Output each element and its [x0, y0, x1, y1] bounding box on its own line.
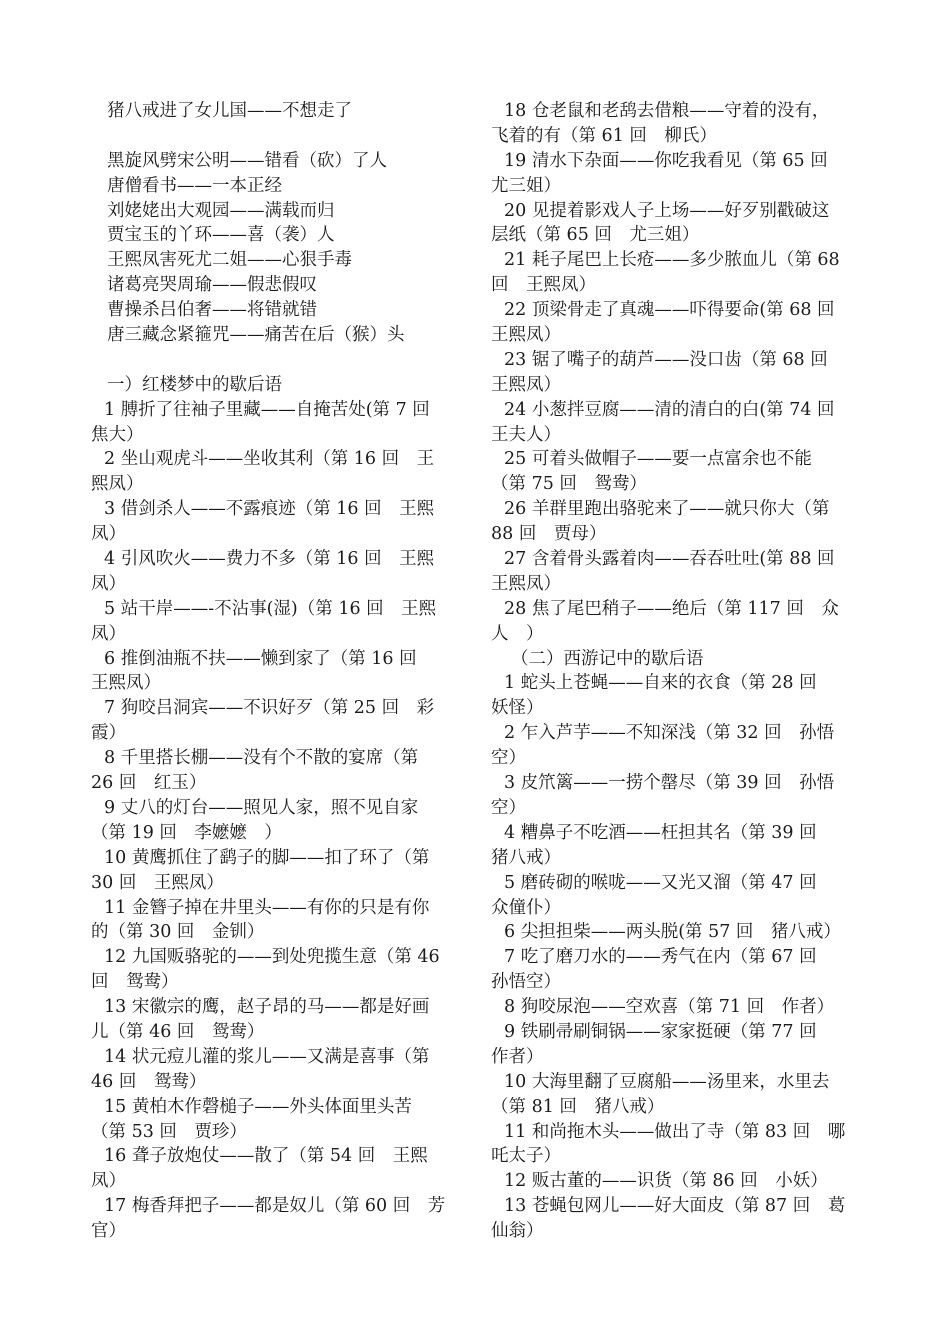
list-item	[91, 547, 463, 597]
right-column	[491, 99, 863, 1244]
entry-continuation: 回 王熙凤）	[491, 275, 596, 296]
entry-continuation: 26 回 红玉）	[91, 773, 207, 794]
entry-continuation: 的（第 30 回 金钏）	[91, 922, 265, 943]
list-item	[491, 721, 863, 771]
entry-line: 5 磨砖砌的喉咙——又光又溜（第 47 回	[504, 872, 817, 893]
list-item	[91, 1144, 463, 1194]
list-item	[491, 1169, 863, 1194]
entry-line: 7 狗咬吕洞宾——不识好歹（第 25 回 彩	[104, 698, 435, 719]
entry-continuation: （第 75 回 鸳鸯）	[491, 474, 647, 495]
entry-line: 10 大海里翻了豆腐船——汤里来，水里去	[504, 1071, 830, 1092]
entry-line: 3 借剑杀人——不露痕迹（第 16 回 王熙	[104, 499, 435, 520]
list-item	[491, 497, 863, 547]
entry-line: 8 狗咬尿泡——空欢喜（第 71 回 作者）	[504, 997, 835, 1018]
intro-line: 唐僧看书——一本正经	[107, 175, 282, 196]
entry-line: 1 膊折了往袖子里藏——自掩苦处(第 7 回	[104, 399, 430, 420]
list-item	[491, 671, 863, 721]
entry-continuation: 王熙凤）	[491, 573, 561, 594]
entry-continuation: 人 ）	[491, 623, 544, 644]
entry-line: 24 小葱拌豆腐——清的清白的白(第 74 回	[504, 399, 835, 420]
entry-continuation: （第 53 回 贾珍）	[91, 1121, 247, 1142]
entry-continuation: 官）	[91, 1221, 126, 1242]
entry-line: 6 尖担担柴——两头脱(第 57 回 猪八戒）	[504, 922, 841, 943]
list-item	[491, 871, 863, 921]
intro-line: 王熙凤害死尤二姐——心狠手毒	[107, 250, 352, 271]
hongloumeng-list	[91, 398, 463, 1244]
list-item	[491, 447, 863, 497]
entry-continuation: （第 19 回 李嬷嬷 ）	[91, 822, 282, 843]
entry-line: 6 推倒油瓶不扶——懒到家了（第 16 回	[104, 648, 417, 669]
entry-line: 16 聋子放炮仗——散了（第 54 回 王熙	[104, 1146, 428, 1167]
entry-continuation: 焦大）	[91, 424, 144, 445]
list-item	[91, 896, 463, 946]
entry-line: 13 宋徽宗的鹰，赵子昂的马——都是好画	[104, 997, 430, 1018]
entry-line: 9 铁刷帚刷铜锅——家家挺硬（第 77 回	[504, 1021, 817, 1042]
intro-line: 曹操杀吕伯奢——将错就错	[107, 300, 317, 321]
entry-line: 11 金簪子掉在井里头——有你的只是有你	[104, 897, 430, 918]
entry-continuation: 88 回 贾母）	[491, 524, 607, 545]
list-item	[91, 1194, 463, 1244]
list-item	[491, 1020, 863, 1070]
entry-continuation: 层纸（第 65 回 尤三姐）	[491, 225, 700, 246]
list-item	[491, 821, 863, 871]
entry-continuation: 凤）	[91, 524, 126, 545]
entry-line: 17 梅香拜把子——都是奴儿（第 60 回 芳	[104, 1196, 446, 1217]
xiyouji-list	[491, 671, 863, 1243]
blank-line	[91, 348, 463, 373]
entry-line: 15 黄柏木作磬槌子——外头体面里头苦	[104, 1096, 412, 1117]
intro-line: 刘姥姥出大观园——满载而归	[107, 200, 335, 221]
entry-line: 9 丈八的灯台——照见人家，照不见自家	[104, 797, 419, 818]
entry-continuation: 王熙凤）	[491, 374, 561, 395]
entry-line: 19 清水下杂面——你吃我看见（第 65 回	[504, 150, 828, 171]
entry-line: 22 顶梁骨走了真魂——吓得要命(第 68 回	[504, 300, 835, 321]
entry-continuation: 仙翁）	[491, 1221, 544, 1242]
list-item	[491, 995, 863, 1020]
list-item	[91, 447, 463, 497]
entry-line: 2 乍入芦芋——不知深浅（第 32 回 孙悟	[504, 723, 835, 744]
list-item	[491, 149, 863, 199]
entry-line: 14 状元痘儿灌的浆儿——又满是喜事（第	[104, 1046, 430, 1067]
entry-line: 12 贩古董的——识货（第 86 回 小妖）	[504, 1171, 828, 1192]
entry-continuation: 凤）	[91, 623, 126, 644]
intro-line: 诸葛亮哭周瑜——假悲假叹	[107, 275, 317, 296]
intro-line: 贾宝玉的丫环——喜（袭）人	[107, 225, 335, 246]
list-item	[491, 348, 863, 398]
entry-line: 18 仓老鼠和老鸹去借粮——守着的没有，	[504, 101, 830, 121]
entry-continuation: 猪八戒）	[491, 847, 561, 868]
list-item	[491, 1070, 863, 1120]
list-item	[491, 597, 863, 647]
entry-line: 4 糟鼻子不吃酒——枉担其名（第 39 回	[504, 822, 817, 843]
entry-line: 20 见提着影戏人子上场——好歹别戳破这	[504, 200, 830, 221]
entry-continuation: 妖怪）	[491, 698, 544, 719]
entry-line: 13 苍蝇包网儿——好大面皮（第 87 回 葛	[504, 1196, 846, 1217]
entry-continuation: 46 回 鸳鸯）	[91, 1071, 207, 1092]
list-item	[491, 1120, 863, 1170]
section-heading-xiyouji: （二）西游记中的歇后语	[511, 648, 704, 669]
left-column	[91, 99, 463, 1244]
entry-line: 11 和尚拖木头——做出了寺（第 83 回 哪	[504, 1121, 846, 1142]
list-item	[91, 696, 463, 746]
intro-line: 唐三藏念紧箍咒——痛苦在后（猴）头	[107, 325, 405, 346]
list-item	[91, 647, 463, 697]
entry-continuation: 孙悟空）	[491, 972, 561, 993]
list-item	[91, 1095, 463, 1145]
list-item	[91, 746, 463, 796]
list-item	[491, 920, 863, 945]
entry-continuation: 尤三姐）	[491, 175, 561, 196]
entry-line: 7 吃了磨刀水的——秀气在内（第 67 回	[504, 947, 817, 968]
list-item	[91, 846, 463, 896]
list-item	[91, 1045, 463, 1095]
intro-line: 猪八戒进了女儿国——不想走了	[107, 101, 352, 121]
list-item	[491, 547, 863, 597]
list-item	[91, 398, 463, 448]
section-heading-hongloumeng: 一）红楼梦中的歇后语	[107, 374, 282, 395]
entry-continuation: 王熙凤）	[91, 673, 161, 694]
list-item	[91, 597, 463, 647]
entry-line: 25 可着头做帽子——要一点富余也不能	[504, 449, 812, 470]
intro-line: 黑旋风劈宋公明——错看（砍）了人	[107, 150, 387, 171]
entry-line: 27 含着骨头露着肉——吞吞吐吐(第 88 回	[504, 549, 835, 570]
list-item	[91, 497, 463, 547]
entry-continuation: 众僮仆）	[491, 897, 561, 918]
entry-line: 8 千里搭长棚——没有个不散的宴席（第	[104, 748, 419, 769]
entry-continuation: （第 81 回 猪八戒）	[491, 1096, 665, 1117]
list-item	[491, 248, 863, 298]
entry-continuation: 凤）	[91, 1171, 126, 1192]
entry-line: 12 九国贩骆驼的——到处兜揽生意（第 46	[104, 947, 440, 968]
entry-continuation: 霞）	[91, 723, 126, 744]
entry-line: 10 黄鹰抓住了鹞子的脚——扣了环了（第	[104, 847, 430, 868]
entry-continuation: 王夫人）	[491, 424, 561, 445]
entry-line: 21 耗子尾巴上长疮——多少脓血儿（第 68	[504, 250, 840, 271]
entry-line: 1 蛇头上苍蝇——自来的衣食（第 28 回	[504, 673, 817, 694]
list-item	[491, 398, 863, 448]
entry-continuation: 空）	[491, 748, 526, 769]
blank-line	[91, 124, 463, 149]
entry-continuation: 作者）	[491, 1046, 544, 1067]
entry-continuation: 凤）	[91, 573, 126, 594]
list-item	[91, 945, 463, 995]
entry-continuation: 王熙凤）	[491, 325, 561, 346]
list-item	[491, 298, 863, 348]
entry-line: 2 坐山观虎斗——坐收其利（第 16 回 王	[104, 449, 435, 470]
hongloumeng-list-continued	[491, 99, 863, 647]
entry-line: 26 羊群里跑出骆驼来了——就只你大（第	[504, 499, 830, 520]
entry-continuation: 30 回 王熙凤）	[91, 872, 224, 893]
entry-continuation: 儿（第 46 回 鸳鸯）	[91, 1021, 265, 1042]
entry-line: 3 皮笊篱——一捞个罄尽（第 39 回 孙悟	[504, 773, 835, 794]
list-item	[91, 995, 463, 1045]
entry-continuation: 熙凤）	[91, 474, 144, 495]
entry-continuation: 吒太子）	[491, 1146, 561, 1167]
list-item	[491, 199, 863, 249]
list-item	[491, 945, 863, 995]
entry-continuation: 空）	[491, 797, 526, 818]
entry-line: 23 锯了嘴子的葫芦——没口齿（第 68 回	[504, 349, 828, 370]
list-item	[491, 1194, 863, 1244]
intro-list	[91, 149, 463, 348]
list-item	[491, 771, 863, 821]
entry-continuation: 回 鸳鸯）	[91, 972, 179, 993]
entry-line: 5 站干岸——-不沾事(湿)（第 16 回 王熙	[104, 598, 437, 619]
list-item	[491, 99, 863, 149]
entry-line: 4 引风吹火——费力不多（第 16 回 王熙	[104, 549, 435, 570]
list-item	[91, 796, 463, 846]
entry-continuation: 飞着的有（第 61 回 柳氏）	[491, 125, 717, 146]
entry-line: 28 焦了尾巴稍子——绝后（第 117 回 众	[504, 598, 839, 619]
